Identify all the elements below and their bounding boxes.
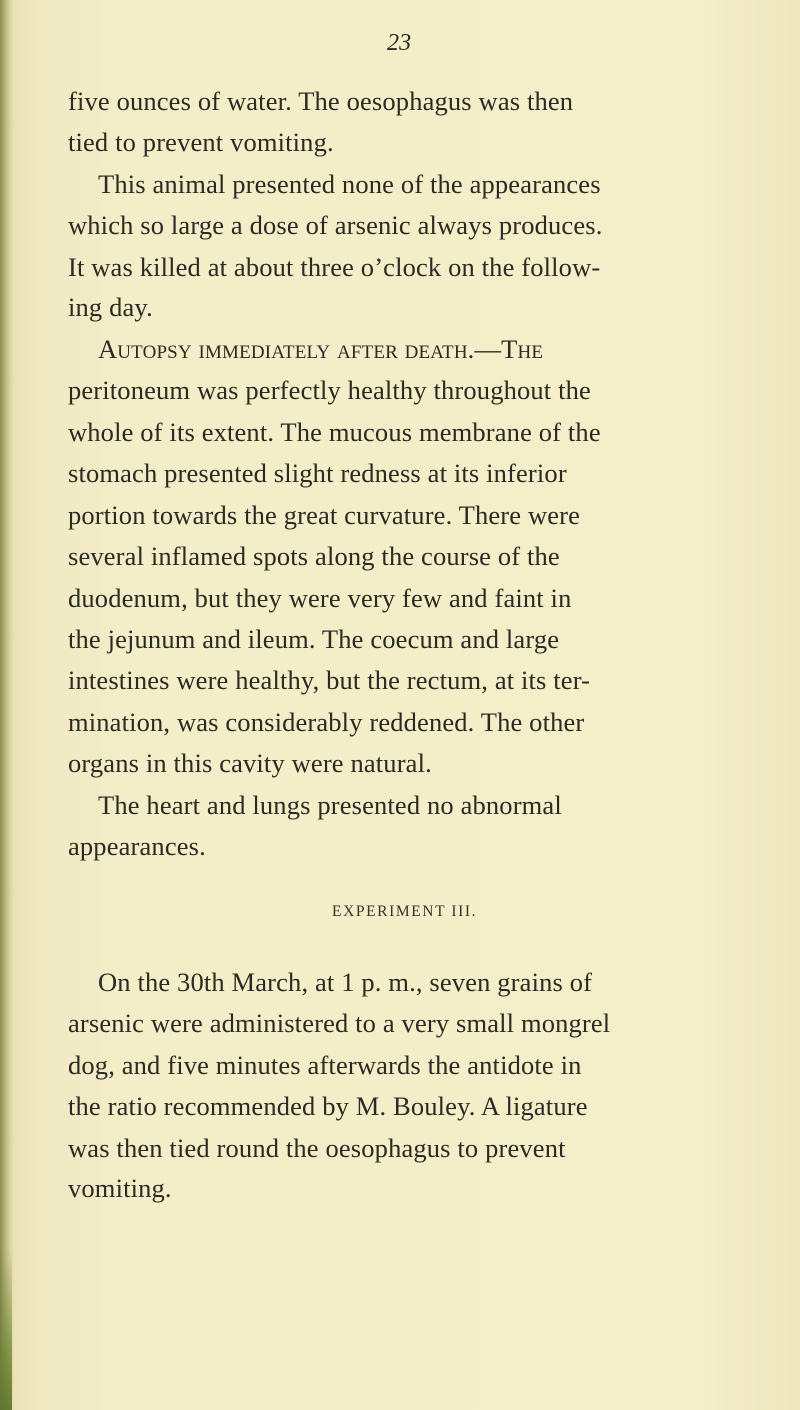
text-line: duodenum, but they were very few and faint in — [68, 583, 572, 613]
text-line: portion towards the great curvature. There were — [68, 500, 581, 530]
text-line: stomach presented slight redness at its inferior — [68, 458, 567, 488]
text-line: The heart and lungs presented no abnormal — [98, 790, 562, 820]
autopsy-heading-line: Autopsy immediately after death.—The — [98, 334, 544, 364]
text-line: On the 30th March, at 1 p. m., seven grains of — [98, 967, 593, 997]
text-line: intestines were healthy, but the rectum, at its ter- — [68, 665, 591, 695]
text-line: whole of its extent. The mucous membrane of the — [68, 417, 601, 447]
page-number: 23 — [387, 30, 412, 56]
text-line: tied to prevent vomiting. — [68, 127, 334, 157]
text-line: vomiting. — [68, 1173, 172, 1203]
page-left-edge — [0, 0, 14, 1410]
text-line: This animal presented none of the appearances — [98, 169, 601, 199]
section-heading: EXPERIMENT III. — [332, 903, 478, 920]
text-line: dog, and five minutes afterwards the antidote in — [68, 1050, 582, 1080]
page-edge-stain — [0, 1250, 12, 1410]
text-line: peritoneum was perfectly healthy throughout the — [68, 375, 591, 405]
text-line: arsenic were administered to a very small mongrel — [68, 1008, 611, 1038]
text-line: which so large a dose of arsenic always produces. — [68, 210, 603, 240]
text-line: several inflamed spots along the course of the — [68, 541, 560, 571]
text-line: five ounces of water. The oesophagus was then — [68, 86, 574, 116]
text-line: the jejunum and ileum. The coecum and large — [68, 624, 560, 654]
text-line: mination, was considerably reddened. The other — [68, 707, 585, 737]
text-line: the ratio recommended by M. Bouley. A ligature — [68, 1091, 588, 1121]
text-line: was then tied round the oesophagus to prevent — [68, 1133, 566, 1163]
text-line: ing day. — [68, 292, 153, 322]
text-line: organs in this cavity were natural. — [68, 748, 432, 778]
text-line: It was killed at about three o’clock on the follow- — [68, 252, 601, 282]
text-line: appearances. — [68, 831, 206, 861]
